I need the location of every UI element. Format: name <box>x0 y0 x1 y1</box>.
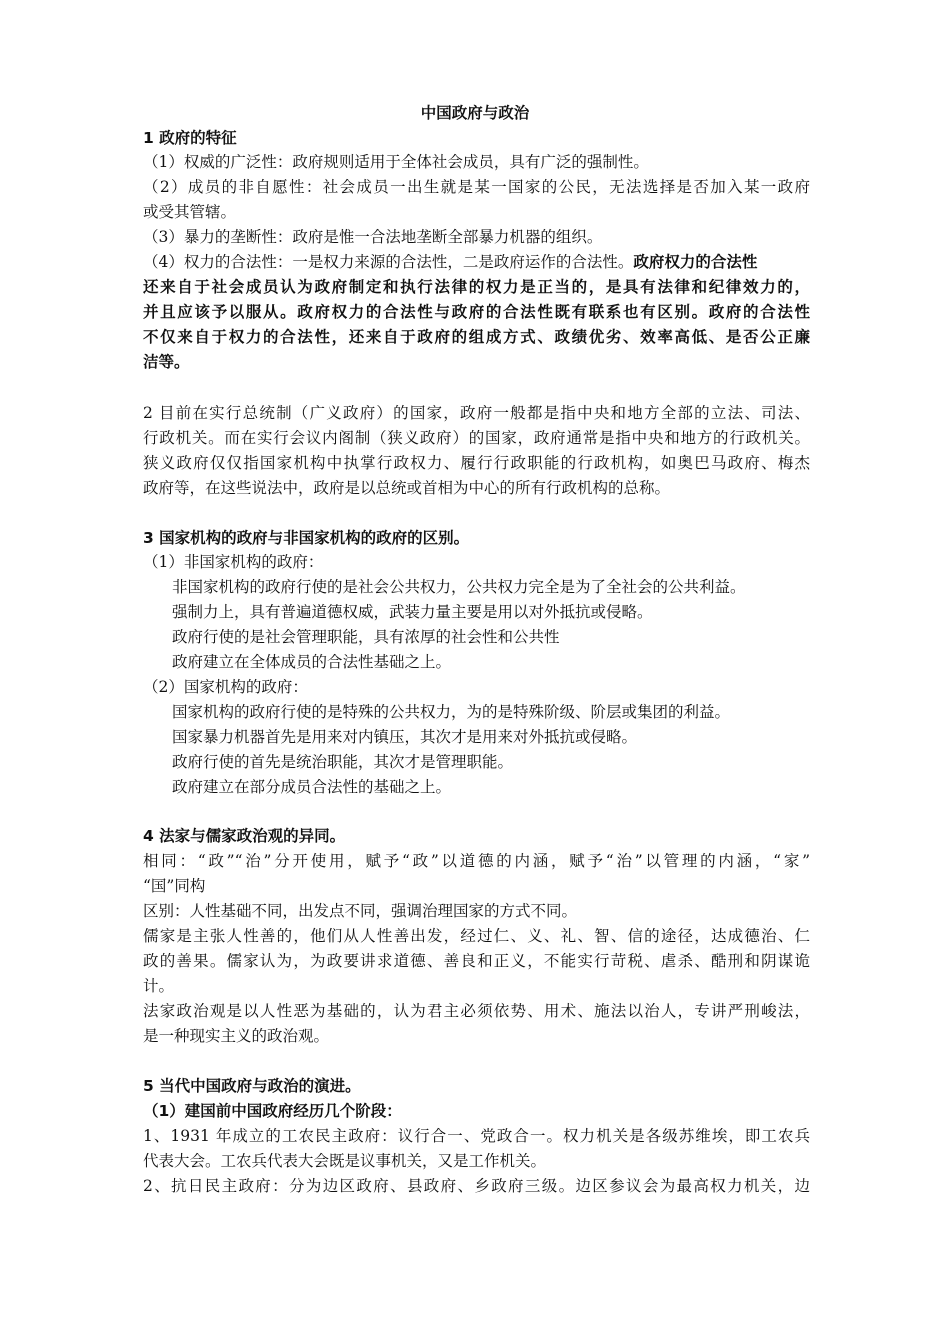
section-5-heading: 5 当代中国政府与政治的演进。 <box>143 1077 361 1095</box>
indented-line: 政府建立在部分成员合法性的基础之上。 <box>172 778 452 796</box>
section-1-heading: 1 政府的特征 <box>143 129 237 147</box>
paragraph-line: “国”同构 <box>143 877 206 895</box>
paragraph-line: 1、1931 年成立的工农民主政府：议行合一、党政合一。权力机关是各级苏维埃，即工农兵 <box>143 1127 810 1145</box>
paragraph-text: （4）权力的合法性：一是权力来源的合法性，二是政府运作的合法性。 <box>143 253 634 271</box>
subheading: （1）建国前中国政府经历几个阶段： <box>143 1102 402 1120</box>
paragraph-line: 或受其管辖。 <box>143 203 237 221</box>
indented-line: 国家机构的政府行使的是特殊的公共权力，为的是特殊阶级、阶层或集团的利益。 <box>172 703 731 721</box>
paragraph-line: 计。 <box>143 977 175 995</box>
paragraph-line: （2）成员的非自愿性：社会成员一出生就是某一国家的公民，无法选择是否加入某一政府 <box>143 178 810 196</box>
paragraph-line: 狭义政府仅仅指国家机构中执掌行政权力、履行行政职能的行政机构，如奥巴马政府、梅杰 <box>143 454 810 472</box>
indented-line: 非国家机构的政府行使的是社会公共权力，公共权力完全是为了全社会的公共利益。 <box>172 578 746 596</box>
paragraph-bold-line: 还来自于社会成员认为政府制定和执行法律的权力是正当的，是具有法律和纪律效力的， <box>143 278 810 296</box>
paragraph-line: 相同：“政”“治”分开使用，赋予“政”以道德的内涵，赋予“治”以管理的内涵，“家” <box>143 852 810 870</box>
indented-line: 政府行使的首先是统治职能，其次才是管理职能。 <box>172 753 514 771</box>
paragraph-line: 2、抗日民主政府：分为边区政府、县政府、乡政府三级。边区参议会为最高权力机关，边 <box>143 1177 810 1195</box>
subheading: （2）国家机构的政府： <box>143 678 308 696</box>
section-3-heading: 3 国家机构的政府与非国家机构的政府的区别。 <box>143 529 470 547</box>
indented-line: 政府建立在全体成员的合法性基础之上。 <box>172 653 452 671</box>
paragraph-line: 2 目前在实行总统制（广义政府）的国家，政府一般都是指中央和地方全部的立法、司法、 <box>143 404 810 422</box>
paragraph-line: 区别：人性基础不同，出发点不同，强调治理国家的方式不同。 <box>143 902 578 920</box>
indented-line: 政府行使的是社会管理职能，具有浓厚的社会性和公共性 <box>172 628 560 646</box>
paragraph-line: 儒家是主张人性善的，他们从人性善出发，经过仁、义、礼、智、信的途径，达成德治、仁 <box>143 927 810 945</box>
section-4-heading: 4 法家与儒家政治观的异同。 <box>143 827 346 845</box>
paragraph-bold-text: 政府权力的合法性 <box>633 253 758 271</box>
document-title: 中国政府与政治 <box>420 104 530 122</box>
paragraph-line: 政的善果。儒家认为，为政要讲求道德、善良和正义，不能实行苛税、虐杀、酷刑和阴谋诡 <box>143 952 810 970</box>
paragraph-line: 行政机关。而在实行会议内阁制（狭义政府）的国家，政府通常是指中央和地方的行政机关。 <box>143 429 810 447</box>
paragraph-line: 代表大会。工农兵代表大会既是议事机关，又是工作机关。 <box>143 1152 547 1170</box>
paragraph-bold-line: 不仅来自于权力的合法性，还来自于政府的组成方式、政绩优劣、效率高低、是否公正廉 <box>143 328 810 346</box>
paragraph-bold-line: 并且应该予以服从。政府权力的合法性与政府的合法性既有联系也有区别。政府的合法性 <box>143 303 810 321</box>
paragraph-line: （1）权威的广泛性：政府规则适用于全体社会成员，具有广泛的强制性。 <box>143 153 649 171</box>
paragraph-line: 是一种现实主义的政治观。 <box>143 1027 330 1045</box>
paragraph-line: 法家政治观是以人性恶为基础的，认为君主必须依势、用术、施法以治人，专讲严刑峻法， <box>143 1002 810 1020</box>
indented-line: 强制力上，具有普遍道德权威，武装力量主要是用以对外抵抗或侵略。 <box>172 603 653 621</box>
subheading: （1）非国家机构的政府： <box>143 553 324 571</box>
indented-line: 国家暴力机器首先是用来对内镇压，其次才是用来对外抵抗或侵略。 <box>172 728 638 746</box>
paragraph-line: 政府等，在这些说法中，政府是以总统或首相为中心的所有行政机构的总称。 <box>143 479 671 497</box>
paragraph-bold-line: 洁等。 <box>143 353 190 371</box>
paragraph-line <box>143 250 810 275</box>
paragraph-line: （3）暴力的垄断性：政府是惟一合法地垄断全部暴力机器的组织。 <box>143 228 603 246</box>
